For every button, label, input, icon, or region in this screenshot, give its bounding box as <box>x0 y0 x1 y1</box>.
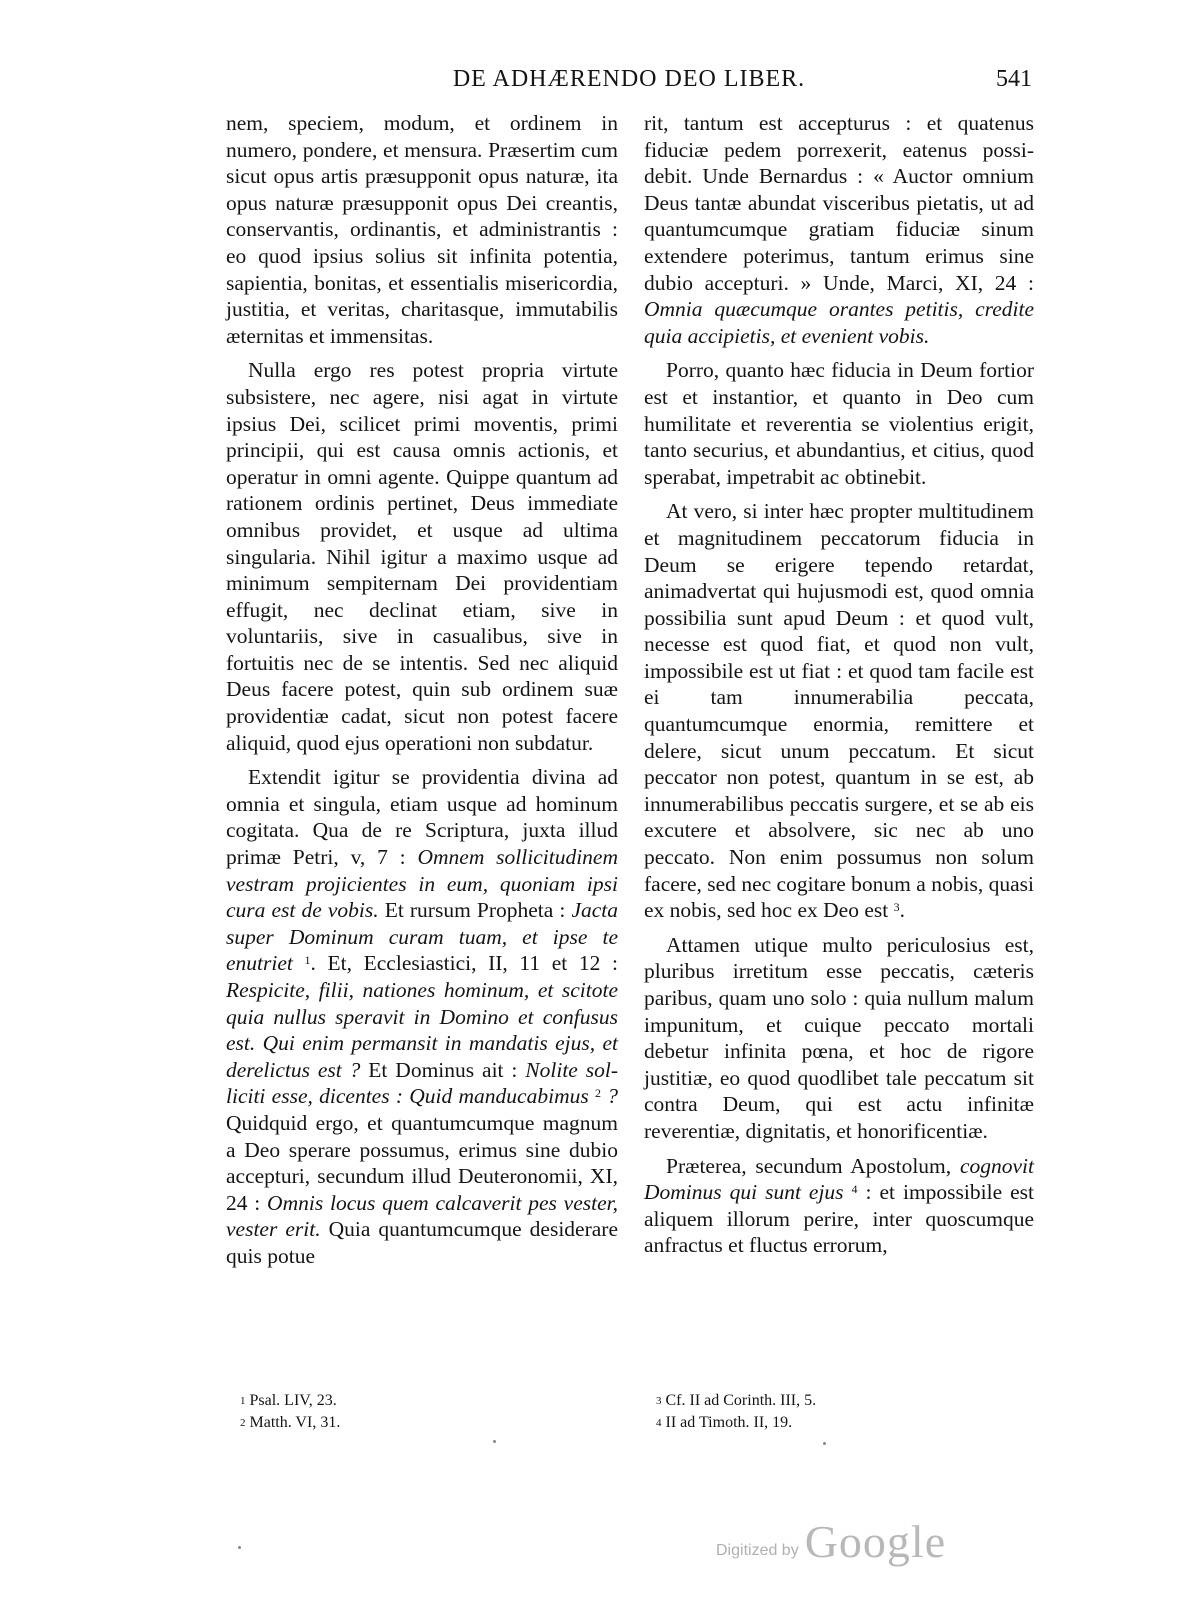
right-footnotes <box>656 1390 816 1434</box>
footnote-mark: 3 <box>656 1395 662 1407</box>
paragraph: Porro, quanto hæc fiducia in Deum fortior est et instantior, et quanto in Deo cum humilitate et reverentia se violentius erigit, tanto securius, et abundantius, et citius, quod sperabat, impetrabit ac obtinebit. <box>644 358 1034 489</box>
running-title: DE ADHÆRENDO DEO LIBER. <box>452 66 806 92</box>
paragraph: Nulla ergo res potest propria virtute subsistere, nec agere, nisi agat in virtute ipsius Dei, scilicet primi moventis, primi principii, qui est causa omnis actionis, et operatur in omni agente. Quippe quantum ad rationem ordinis pertinet, Deus immediate omnibus providet, et usque ad ultima singularia. Nihil igitur a maximo usque ad minimum sempiternam Dei providentiam effugit, nec declinat etiam, sive in voluntariis, sive in casualibus, sive in fortuitis nec de se intentis. Sed nec aliquid Deus facere potest, quin sub ordinem suæ providentiæ cadat, sicut non potest facere aliquid, quod ejus operationi non subdatur. <box>226 358 618 755</box>
google-logo: Google <box>804 1516 947 1567</box>
scan-speck <box>823 1442 826 1445</box>
paragraph: Præterea, secundum Apostolum, cognovit Dominus qui sunt ejus $^4$ : et impossibile est aliquem illorum perire, inter quoscumque anfractus et fluctus errorum, <box>644 1153 1034 1258</box>
paragraph: Attamen utique multo periculosius est, pluribus irretitum esse peccatis, cæteris paribus, quam uno solo : quia nullum malum impunitum, et cuique peccato mortali debetur infinita pœna, et hoc de rigore justitiæ, eo quod quodlibet tale peccatum sit contra Deum, qui est actu infinitæ reverentiæ, dignitatis, et honorificentiæ. <box>644 932 1034 1143</box>
paragraph: Extendit igitur se providentia divina ad omnia et singula, etiam usque ad hominum cogitata. Qua de re Scriptura, juxta illud primæ Petri, v, 7 : Omnem sollicitudinem vestram projicientes in eum, quoniam ipsi cura est de vobis. Et rursum Propheta : Jacta super Dominum curam tuam, et ipse te enutriet $^1$. Et, Ecclesiastici, II, 11 et 12 : Respicite, filii, nationes hominum, et scitote quia nullus speravit in Domino et confusus est. Qui enim permansit in mandatis ejus, et derelictus est ? Et Dominus ait : Nolite solliciti esse, dicentes : Quid manducabimus $^2$ ? Quidquid ergo, et quantumcumque magnum a Deo sperare possumus, erimus sine dubio accepturi, secundum illud Deuteronomii, XI, 24 : Omnis locus quem calcaverit pes vester, vester erit. Quia quantumcumque desiderare quis potue <box>226 765 619 1268</box>
footnote-mark: 1 <box>240 1395 246 1407</box>
footnote-text: Matth. VI, 31. <box>249 1414 341 1431</box>
left-text-column <box>226 110 618 1270</box>
google-watermark <box>716 1508 946 1568</box>
footnote-mark: 2 <box>240 1417 246 1429</box>
footnote-mark: 4 <box>656 1417 662 1429</box>
footnote-reference: 2 <box>594 1086 601 1101</box>
right-text-column <box>644 110 1034 1259</box>
footnote <box>656 1412 816 1434</box>
paragraph: nem, speciem, modum, et ordinem in numero, pondere, et mensura. Præsertim cum sicut opus artis præsupponit opus naturæ, ita opus naturæ præsupponit opus Dei creantis, conservantis, ordinantis, et administrantis : eo quod ipsius solius sit infinita potentia, sapientia, bonitas, et essentialis misericordia, justitia, et veritas, charitasque, immutabilis æternitas et immensitas. <box>226 111 618 348</box>
left-footnotes <box>240 1390 340 1434</box>
footnote-reference: 1 <box>304 953 311 968</box>
scan-speck <box>493 1440 496 1443</box>
footnote <box>240 1412 340 1434</box>
digitized-by-label: Digitized by <box>716 1542 799 1559</box>
footnote-reference: 3 <box>893 900 900 915</box>
paragraph: At vero, si inter hæc propter multitudinem et magnitudinem peccatorum fiducia in Deum se erigere tependo retardat, animadvertat qui hujusmodi est, quod omnia possibilia sunt apud Deum : et quod vult, necesse est quod fiat, et quod non vult, impossibile est ut fiat : et quod tam facile est ei tam innumerabilia peccata, quantumcumque enormia, remittere et delere, sicut unum peccatum. Et sicut peccator non potest, quantum in se est, ab innumerabilibus peccatis surgere, et se ab eis excutere et absolvere, sic nec ab uno peccato. Non enim possumus non solum facere, sed nec cogitare bonum a nobis, quasi ex nobis, sed hoc ex Deo est $^3$. <box>644 499 1034 923</box>
paragraph: rit, tantum est accepturus : et quatenus fiduciæ pedem porrexerit, eatenus possidebit. Unde Bernardus : « Auctor omnium Deus tantæ abundat visceribus pietatis, ut ad quantumcumque gratiam fiduciæ sinum extendere poterimus, tantum erimus sine dubio accepturi. » Unde, Marci, XI, 24 : Omnia quæcumque orantes petitis, credite quia accipietis, et evenient vobis. <box>644 111 1034 348</box>
scan-speck <box>238 1546 241 1549</box>
page-header <box>226 64 1032 104</box>
footnote <box>240 1390 340 1412</box>
footnote-text: Cf. II ad Corinth. III, 5. <box>665 1392 817 1409</box>
page-number: 541 <box>996 66 1032 92</box>
footnote-reference: 4 <box>851 1182 858 1197</box>
footnote <box>656 1390 816 1412</box>
footnote-text: II ad Timoth. II, 19. <box>665 1414 793 1431</box>
footnote-text: Psal. LIV, 23. <box>249 1392 337 1409</box>
